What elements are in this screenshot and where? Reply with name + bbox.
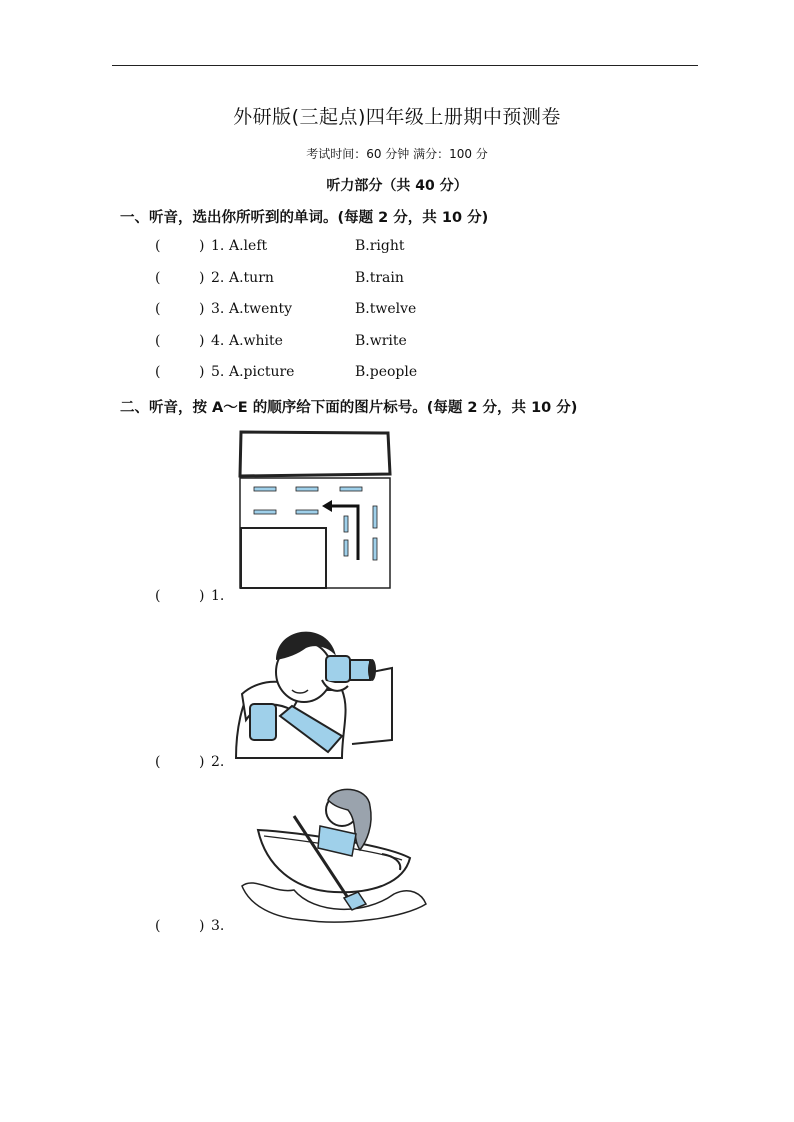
answer-paren-right: ) <box>199 238 205 254</box>
page-title: 外研版(三起点)四年级上册期中预测卷 <box>233 106 561 128</box>
option-a: A.twenty <box>229 301 293 317</box>
question-number: 5. <box>211 364 225 380</box>
part2-title: 二、听音，按 A～E 的顺序给下面的图片标号。(每题 2 分，共 10 分) <box>120 400 578 416</box>
question-number: 2. <box>211 754 225 770</box>
section-heading: 听力部分（共 40 分） <box>326 178 468 194</box>
option-a: A.picture <box>229 364 295 380</box>
question-number: 4. <box>211 333 225 349</box>
answer-paren-right: ) <box>199 301 205 317</box>
option-b: B.right <box>355 238 405 254</box>
answer-paren-left: ( <box>155 238 161 254</box>
answer-paren-left: ( <box>155 301 161 317</box>
answer-paren-right: ) <box>199 270 205 286</box>
question-number: 3. <box>211 301 225 317</box>
option-a: A.turn <box>229 270 274 286</box>
option-b: B.people <box>355 364 418 380</box>
answer-paren-right: ) <box>199 754 205 770</box>
girl-rowing-boat-icon <box>234 786 430 926</box>
answer-paren-left: ( <box>155 588 161 604</box>
option-a: A.white <box>229 333 283 349</box>
answer-paren-right: ) <box>199 918 205 934</box>
option-b: B.train <box>355 270 404 286</box>
question-number: 1. <box>211 238 225 254</box>
answer-paren-left: ( <box>155 754 161 770</box>
option-a: A.left <box>229 238 268 254</box>
question-number: 2. <box>211 270 225 286</box>
answer-paren-left: ( <box>155 333 161 349</box>
question-number: 3. <box>211 918 225 934</box>
answer-paren-left: ( <box>155 364 161 380</box>
top-rule <box>112 65 698 66</box>
answer-paren-right: ) <box>199 333 205 349</box>
answer-paren-left: ( <box>155 270 161 286</box>
question-number: 1. <box>211 588 225 604</box>
boy-with-camera-icon <box>232 620 398 762</box>
option-b: B.write <box>355 333 407 349</box>
answer-paren-left: ( <box>155 918 161 934</box>
answer-paren-right: ) <box>199 588 205 604</box>
option-b: B.twelve <box>355 301 417 317</box>
answer-paren-right: ) <box>199 364 205 380</box>
exam-info: 考试时间：60 分钟 满分：100 分 <box>306 147 488 161</box>
turn-left-map-icon <box>236 430 394 590</box>
part1-title: 一、听音，选出你所听到的单词。(每题 2 分，共 10 分) <box>120 210 489 226</box>
